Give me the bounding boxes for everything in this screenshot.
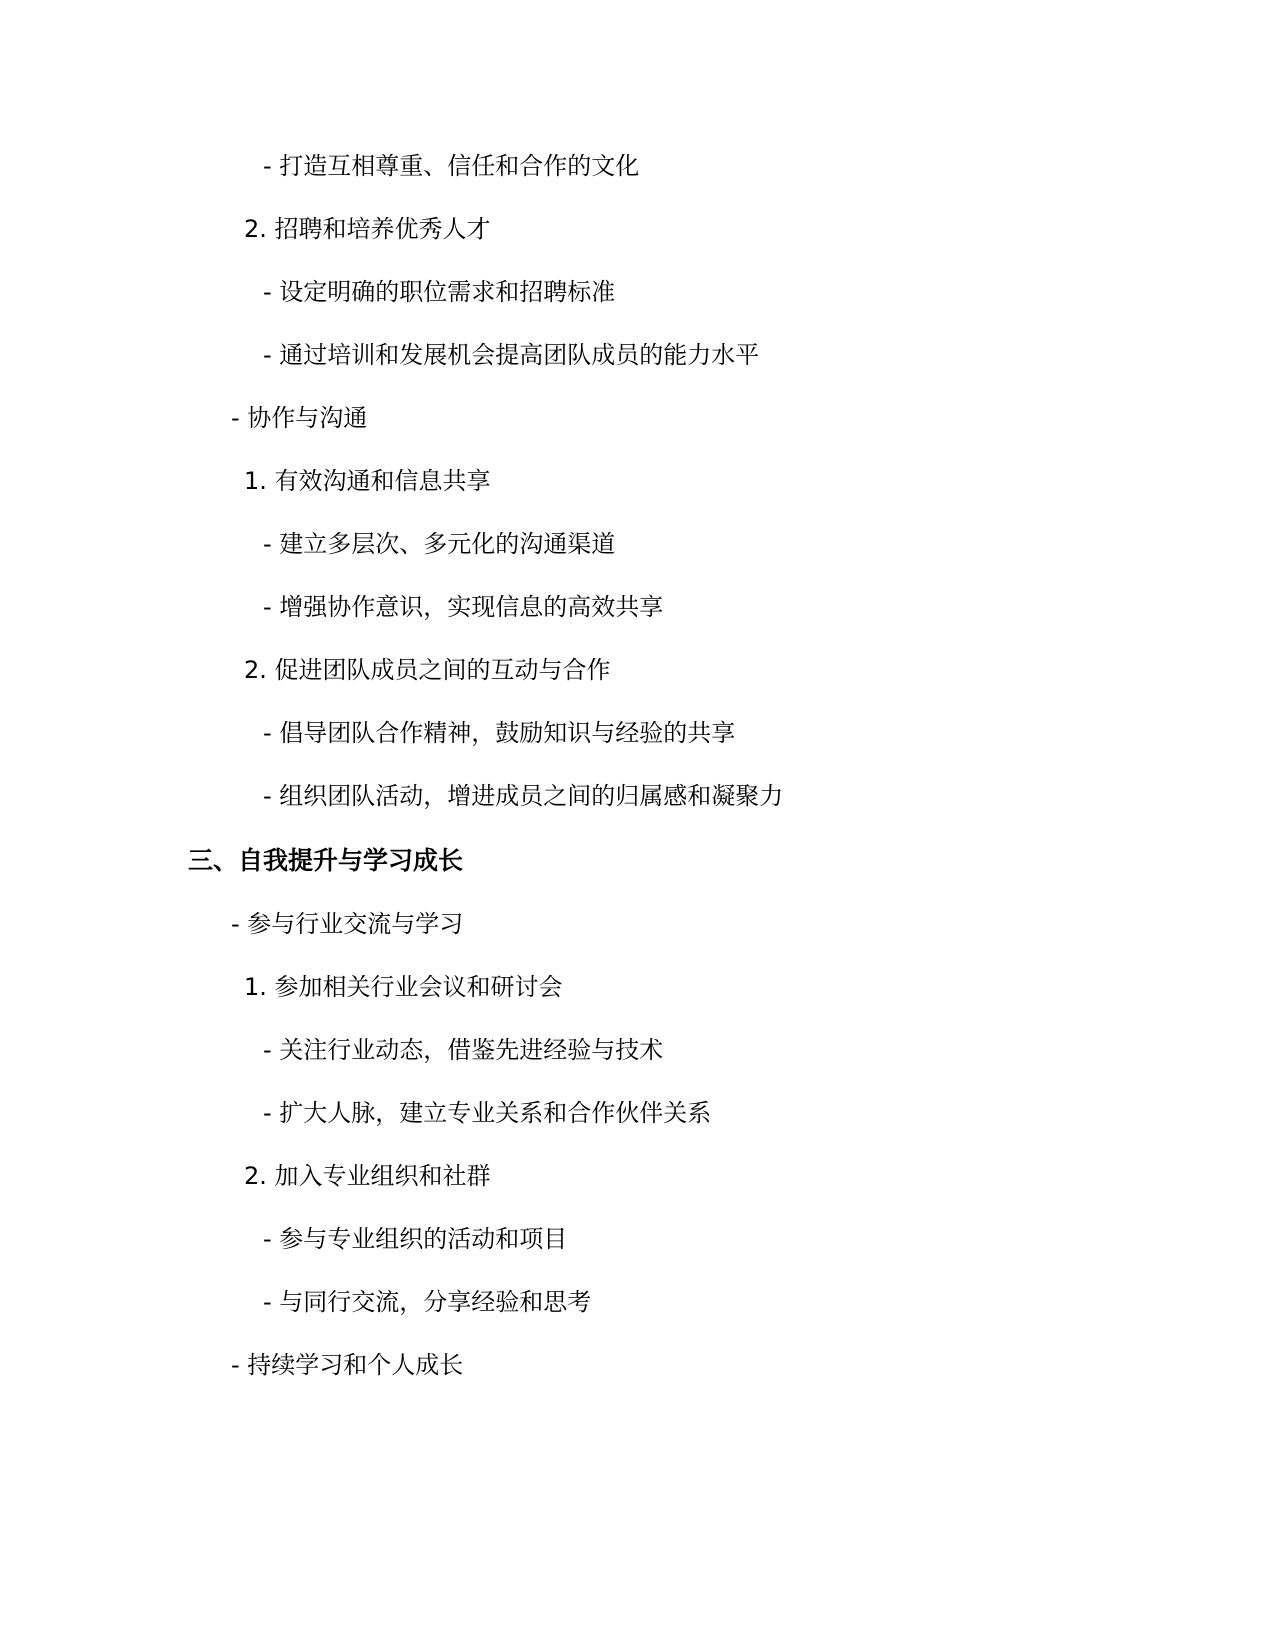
- sub-bullet: - 设定明确的职位需求和招聘标准: [263, 278, 616, 306]
- sub-bullet: - 通过培训和发展机会提高团队成员的能力水平: [263, 341, 760, 369]
- sub-bullet: - 组织团队活动，增进成员之间的归属感和凝聚力: [263, 782, 784, 810]
- topic-bullet: - 参与行业交流与学习: [231, 910, 464, 938]
- sub-bullet: - 关注行业动态，借鉴先进经验与技术: [263, 1036, 664, 1064]
- sub-bullet: - 扩大人脉，建立专业关系和合作伙伴关系: [263, 1099, 712, 1127]
- numbered-item: 1. 参加相关行业会议和研讨会: [244, 973, 563, 1001]
- numbered-item: 2. 招聘和培养优秀人才: [244, 215, 491, 243]
- numbered-item: 1. 有效沟通和信息共享: [244, 467, 491, 495]
- sub-bullet: - 打造互相尊重、信任和合作的文化: [263, 152, 640, 180]
- sub-bullet: - 建立多层次、多元化的沟通渠道: [263, 530, 616, 558]
- sub-bullet: - 与同行交流，分享经验和思考: [263, 1288, 592, 1316]
- numbered-item: 2. 促进团队成员之间的互动与合作: [244, 656, 611, 684]
- sub-bullet: - 参与专业组织的活动和项目: [263, 1225, 568, 1253]
- numbered-item: 2. 加入专业组织和社群: [244, 1162, 491, 1190]
- topic-bullet: - 协作与沟通: [231, 404, 368, 432]
- section-heading: 三、自我提升与学习成长: [188, 846, 464, 875]
- sub-bullet: - 增强协作意识，实现信息的高效共享: [263, 593, 664, 621]
- sub-bullet: - 倡导团队合作精神，鼓励知识与经验的共享: [263, 719, 736, 747]
- topic-bullet: - 持续学习和个人成长: [231, 1351, 464, 1379]
